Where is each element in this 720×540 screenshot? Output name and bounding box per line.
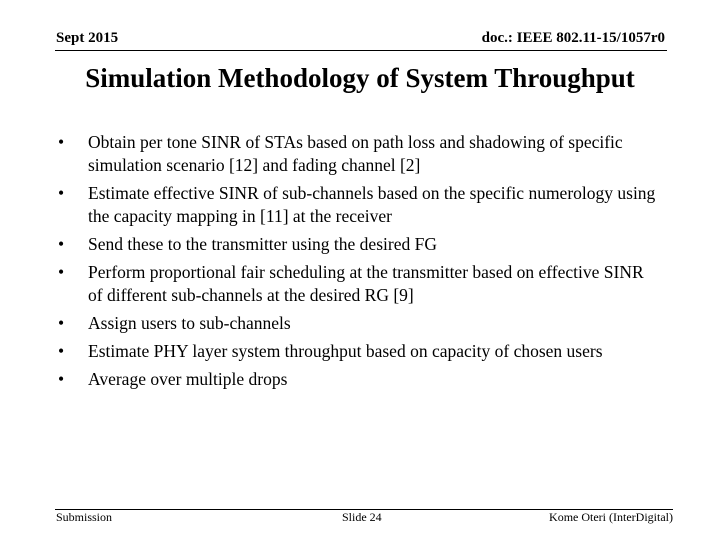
bullet-item [58,368,658,391]
footer-submission: Submission [56,510,113,524]
bullet-icon: • [58,313,65,333]
bullet-icon: • [58,262,65,282]
bullet-list [58,131,658,396]
bullet-item [58,261,658,307]
bullet-text: Perform proportional fair scheduling at the transmitter based on effective SINR of different sub-channels at the desired RG [9] [88,262,644,305]
header-date: Sept 2015 [56,30,119,46]
bullet-text: Estimate effective SINR of sub-channels based on the specific numerology using the capacity mapping in [11] at the receiver [88,183,656,226]
bullet-text: Send these to the transmitter using the desired FG [88,234,437,254]
footer-author: Kome Oteri (InterDigital) [549,510,673,524]
bullet-text: Assign users to sub-channels [88,313,291,333]
bullet-icon: • [58,132,65,152]
bullet-item [58,312,658,335]
header-divider [55,50,667,51]
slide-title: Simulation Methodology of System Throughput [85,63,635,93]
footer-slide-number: Slide 24 [342,510,382,524]
bullet-icon: • [58,234,65,254]
bullet-text: Obtain per tone SINR of STAs based on path loss and shadowing of specific simulation scenario [12] and fading channel [2] [88,132,623,175]
bullet-item [58,340,658,363]
header-doc-id: doc.: IEEE 802.11-15/1057r0 [481,30,665,46]
bullet-icon: • [58,341,65,361]
bullet-item [58,182,658,228]
bullet-icon: • [58,369,65,389]
bullet-item [58,233,658,256]
bullet-icon: • [58,183,65,203]
bullet-text: Average over multiple drops [88,369,288,389]
bullet-text: Estimate PHY layer system throughput based on capacity of chosen users [88,341,603,361]
bullet-item [58,131,658,177]
